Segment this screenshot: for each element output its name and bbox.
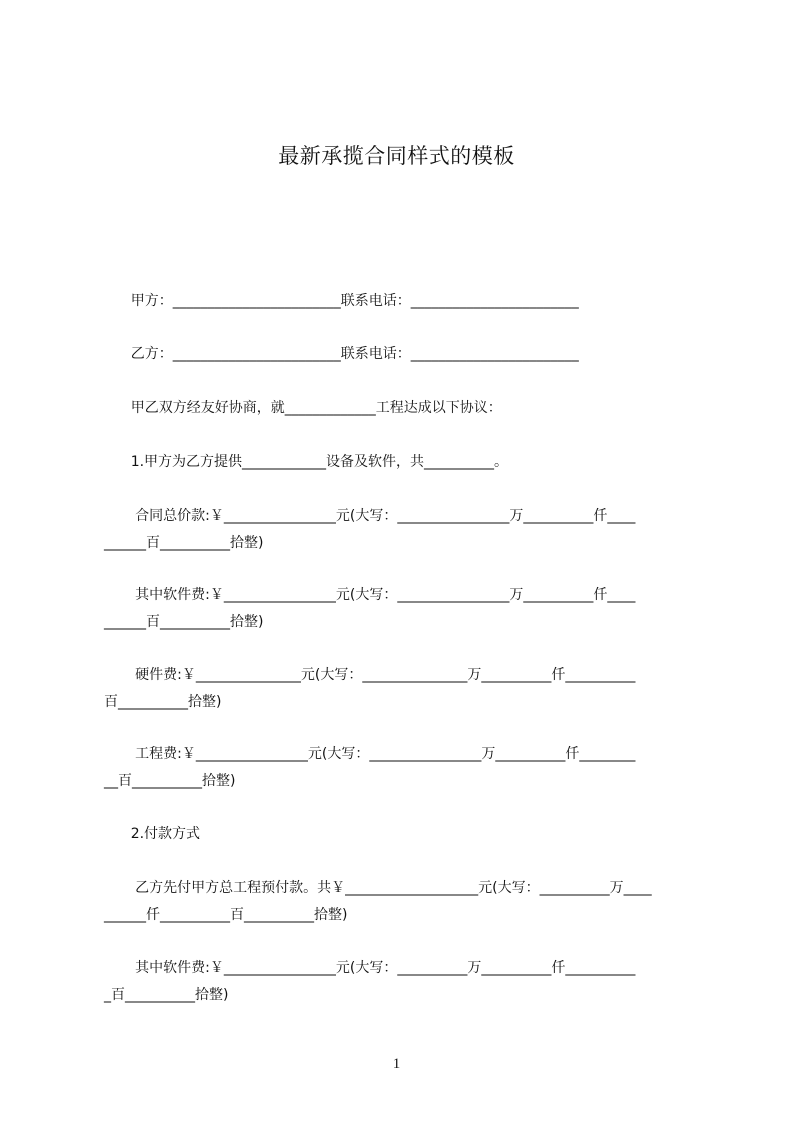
agreement-intro-line: 甲乙双方经友好协商，就_____________工程达成以下协议： (104, 400, 502, 416)
document-title: 最新承揽合同样式的模板 (278, 144, 515, 168)
party-a-line: 甲方：________________________联系电话：________________________ (104, 293, 579, 309)
hardware-fee-line: 硬件费:￥_______________元(大写：_______________万__________仟__________ (104, 667, 636, 683)
hardware-fee-line-cont: 百__________拾整) (104, 694, 222, 710)
total-price-line: 合同总价款:￥________________元(大写：________________万__________仟____ (104, 508, 636, 524)
total-price-line-cont: ______百__________拾整) (104, 535, 264, 551)
advance-payment-line: 乙方先付甲方总工程预付款。共￥___________________元(大写：__________万____ (104, 880, 652, 896)
payment-method-heading: 2.付款方式 (104, 826, 201, 842)
advance-software-fee-line: 其中软件费:￥________________元(大写：__________万__________仟__________ (104, 960, 636, 976)
engineering-fee-line-cont: __百__________拾整) (104, 773, 236, 789)
software-fee-line-cont: ______百__________拾整) (104, 614, 264, 630)
party-b-line: 乙方：________________________联系电话：________________________ (104, 346, 579, 362)
advance-software-fee-line-cont: _百__________拾整) (104, 987, 229, 1003)
software-fee-line: 其中软件费:￥________________元(大写：________________万__________仟____ (104, 587, 636, 603)
advance-payment-line-cont: ______仟__________百__________拾整) (104, 907, 348, 923)
page-number: 1 (392, 1056, 401, 1072)
clause-1-line: 1.甲方为乙方提供____________设备及软件，共__________。 (104, 454, 509, 470)
engineering-fee-line: 工程费:￥________________元(大写：________________万__________仟________ (104, 746, 636, 762)
